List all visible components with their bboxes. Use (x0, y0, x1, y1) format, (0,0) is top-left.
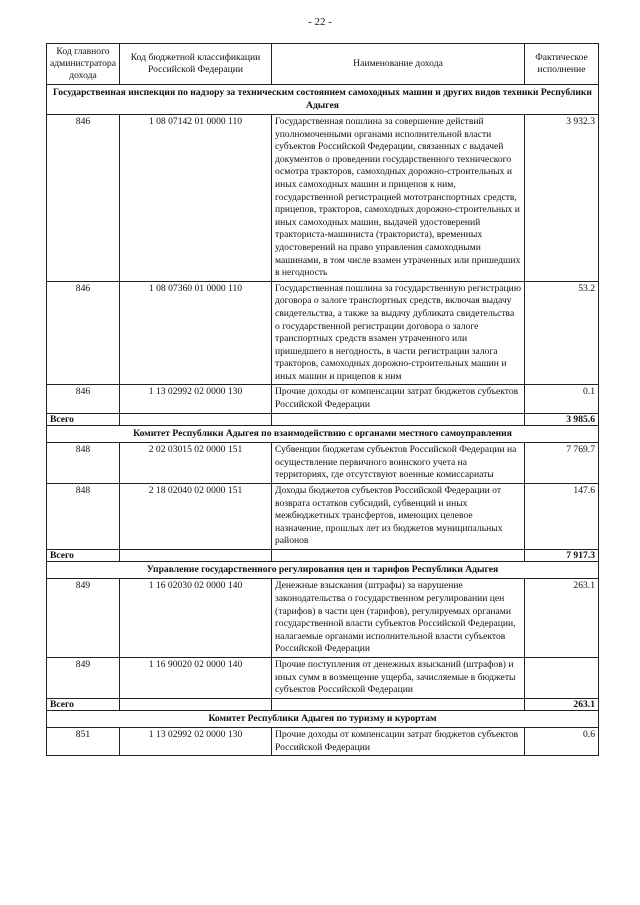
amount-cell: 263.1 (525, 579, 599, 658)
admin-code-cell: 846 (47, 115, 120, 282)
section-title: Государственная инспекция по надзору за техническим состоянием самоходных машин и других видов техники Республики Адыгея (47, 85, 599, 115)
section-header-row (47, 85, 599, 115)
total-amount: 263.1 (525, 698, 599, 710)
section-header-row (47, 710, 599, 728)
income-name-cell: Доходы бюджетов субъектов Российской Федерации от возврата остатков субсидий, субвенций и иных межбюджетных трансфертов, имеющих целевое назначение, прошлых лет из бюджетов муниципальных районов (272, 483, 525, 549)
total-label: Всего (47, 549, 120, 561)
section-title: Комитет Республики Адыгея по взаимодействию с органами местного самоуправления (47, 425, 599, 443)
empty-cell (272, 698, 525, 710)
section-title: Комитет Республики Адыгея по туризму и курортам (47, 710, 599, 728)
kbk-code-cell: 1 08 07360 01 0000 110 (120, 281, 272, 385)
income-name-cell: Прочие доходы от компенсации затрат бюджетов субъектов Российской Федерации (272, 385, 525, 413)
income-name-cell: Государственная пошлина за совершение действий уполномоченными органами исполнительной власти субъектов Российской Федерации, связанных с выдачей документов о проведении государственного технического осмотра тракторов, самоходных дорожно-строительных и иных самоходных машин и прицепов к ним, государственной регистрацией мототранспортных средств, прицепов, тракторов, самоходных дорожно-строительных и иных самоходных машин, выдачей удостоверений тракториста-машиниста (тракториста), временных удостоверений на право управления самоходными машинами, в том числе взамен утраченных или пришедших в негодность (272, 115, 525, 282)
total-label: Всего (47, 698, 120, 710)
kbk-code-cell: 1 13 02992 02 0000 130 (120, 728, 272, 756)
total-row (47, 698, 599, 710)
amount-cell: 7 769.7 (525, 443, 599, 484)
total-row (47, 413, 599, 425)
amount-cell: 0.6 (525, 728, 599, 756)
income-name-cell: Денежные взыскания (штрафы) за нарушение законодательства о государственном регулировании цен (тарифов) в части цен (тарифов), регулируемых органами государственной власти субъектов Российской Федерации, налагаемые органами исполнительной власти субъектов Российской Федерации (272, 579, 525, 658)
amount-cell: 0.1 (525, 385, 599, 413)
table-row (47, 579, 599, 658)
amount-cell: 53.2 (525, 281, 599, 385)
admin-code-cell: 848 (47, 483, 120, 549)
revenue-table (46, 43, 599, 756)
total-amount: 3 985.6 (525, 413, 599, 425)
income-name-cell: Прочие поступления от денежных взысканий (штрафов) и иных сумм в возмещение ущерба, зачисляемые в бюджеты субъектов Российской Федерации (272, 657, 525, 698)
total-amount: 7 917.3 (525, 549, 599, 561)
table-row (47, 728, 599, 756)
amount-cell: 3 932.3 (525, 115, 599, 282)
income-name-cell: Государственная пошлина за государственную регистрацию договора о залоге транспортных средств, включая выдачу свидетельства, а также за выдачу дубликата свидетельства о государственной регистрации договора о залоге транспортных средств взамен утраченного или пришедшего в негодность, в части регистрации залога тракторов, самоходных дорожно-строительных машин и иных машин и прицепов к ним (272, 281, 525, 385)
amount-cell: 147.6 (525, 483, 599, 549)
empty-cell (120, 549, 272, 561)
income-name-cell: Субвенции бюджетам субъектов Российской Федерации на осуществление первичного воинского учета на территориях, где отсутствуют военные комиссариаты (272, 443, 525, 484)
admin-code-cell: 846 (47, 281, 120, 385)
header-income-name: Наименование дохода (272, 44, 525, 85)
admin-code-cell: 851 (47, 728, 120, 756)
table-row (47, 385, 599, 413)
empty-cell (272, 413, 525, 425)
section-title: Управление государственного регулирования цен и тарифов Республики Адыгея (47, 561, 599, 579)
total-row (47, 549, 599, 561)
empty-cell (120, 413, 272, 425)
kbk-code-cell: 1 16 90020 02 0000 140 (120, 657, 272, 698)
table-row (47, 443, 599, 484)
empty-cell (120, 698, 272, 710)
section-header-row (47, 425, 599, 443)
table-header-row (47, 44, 599, 85)
page-number: - 22 - (308, 16, 332, 28)
table-body (47, 85, 599, 756)
income-name-cell: Прочие доходы от компенсации затрат бюджетов субъектов Российской Федерации (272, 728, 525, 756)
table-row (47, 115, 599, 282)
amount-cell (525, 657, 599, 698)
kbk-code-cell: 2 18 02040 02 0000 151 (120, 483, 272, 549)
header-kbk: Код бюджетной классификации Российской Федерации (120, 44, 272, 85)
admin-code-cell: 849 (47, 657, 120, 698)
admin-code-cell: 849 (47, 579, 120, 658)
table-row (47, 483, 599, 549)
kbk-code-cell: 1 16 02030 02 0000 140 (120, 579, 272, 658)
kbk-code-cell: 1 08 07142 01 0000 110 (120, 115, 272, 282)
table-row (47, 657, 599, 698)
section-header-row (47, 561, 599, 579)
kbk-code-cell: 2 02 03015 02 0000 151 (120, 443, 272, 484)
header-admin-code: Код главного администратора дохода (47, 44, 120, 85)
empty-cell (272, 549, 525, 561)
admin-code-cell: 846 (47, 385, 120, 413)
kbk-code-cell: 1 13 02992 02 0000 130 (120, 385, 272, 413)
total-label: Всего (47, 413, 120, 425)
table-row (47, 281, 599, 385)
header-amount: Фактическое исполнение (525, 44, 599, 85)
admin-code-cell: 848 (47, 443, 120, 484)
